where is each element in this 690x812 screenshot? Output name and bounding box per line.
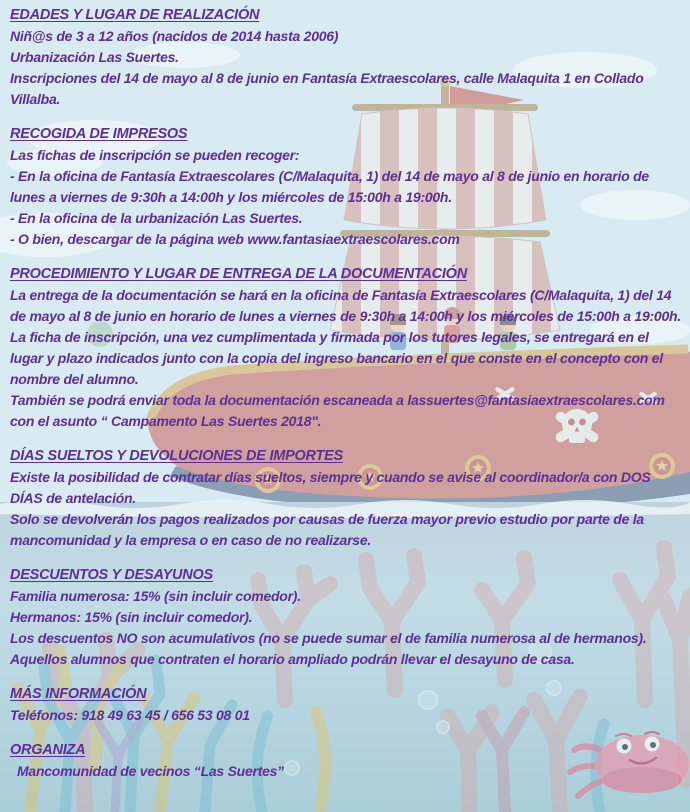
paragraph: - En la oficina de la urbanización Las Suertes. (10, 210, 303, 226)
section-recogida-de-impresos (10, 124, 684, 250)
section-dias-sueltos-y-devoluciones (10, 446, 684, 551)
paragraph: Inscripciones del 14 de mayo al 8 de junio en Fantasía Extraescolares, calle Malaquita 1 en Collado Villalba. (10, 70, 644, 107)
paragraph: Solo se devolverán los pagos realizados por causas de fuerza mayor previo estudio por parte de la mancomunidad y la empresa o en caso de no realizarse. (10, 511, 644, 548)
paragraph: Los descuentos NO son acumulativos (no se puede sumar el de familia numerosa al de hermanos). (10, 630, 647, 646)
section-descuentos-y-desayunos (10, 565, 684, 670)
paragraph: Mancomunidad de vecinos “Las Suertes” (17, 763, 284, 779)
section-edades-y-lugar-de-realizacion (10, 5, 684, 110)
section-heading: DÍAS SUELTOS Y DEVOLUCIONES DE IMPORTES (10, 448, 343, 464)
paragraph: Las fichas de inscripción se pueden recoger: (10, 147, 300, 163)
section-heading: DESCUENTOS Y DESAYUNOS (10, 567, 213, 583)
paragraph: Existe la posibilidad de contratar días sueltos, siempre y cuando se avise al coordinador/a con DOS DÍAS de antelación. (10, 469, 651, 506)
section-procedimiento-y-lugar-de-entrega (10, 264, 684, 432)
section-heading: PROCEDIMIENTO Y LUGAR DE ENTREGA DE LA DOCUMENTACIÓN (10, 266, 467, 282)
paragraph: También se podrá enviar toda la documentación escaneada a lassuertes@fantasiaextraescolares.com con el asunto “ Campamento Las Suertes 2018". (10, 392, 665, 429)
paragraph: Familia numerosa: 15% (sin incluir comedor). (10, 588, 301, 604)
section-heading: ORGANIZA (10, 742, 86, 758)
section-organiza (10, 740, 684, 782)
paragraph: - O bien, descargar de la página web www.fantasiaextraescolares.com (10, 231, 460, 247)
paragraph: Urbanización Las Suertes. (10, 49, 179, 65)
section-heading: RECOGIDA DE IMPRESOS (10, 126, 188, 142)
paragraph: Teléfonos: 918 49 63 45 / 656 53 08 01 (10, 707, 250, 723)
paragraph: Niñ@s de 3 a 12 años (nacidos de 2014 hasta 2006) (10, 28, 339, 44)
section-heading: EDADES Y LUGAR DE REALIZACIÓN (10, 7, 260, 23)
section-mas-informacion (10, 684, 684, 726)
paragraph: La entrega de la documentación se hará en la oficina de Fantasía Extraescolares (C/Malaquita, 1) del 14 de mayo al 8 de junio en horario de lunes a viernes de 9:30h a 14:00h y los miércoles de 15:00h a 19:00h. (10, 287, 681, 324)
paragraph: Aquellos alumnos que contraten el horario ampliado podrán llevar el desayuno de casa. (10, 651, 575, 667)
paragraph: - En la oficina de Fantasía Extraescolares (C/Malaquita, 1) del 14 de mayo al 8 de junio en horario de lunes a viernes de 9:30h a 14:00h y los miércoles de 15:00h a 19:00h. (10, 168, 649, 205)
paragraph: Hermanos: 15% (sin incluir comedor). (10, 609, 253, 625)
paragraph: La ficha de inscripción, una vez cumplimentada y firmada por los tutores legales, se entregará en el lugar y plazo indicados junto con la copia del ingreso bancario en el que conste en el concepto con el nombre del alumno. (10, 329, 663, 387)
section-heading: MÁS INFORMACIÓN (10, 686, 147, 702)
